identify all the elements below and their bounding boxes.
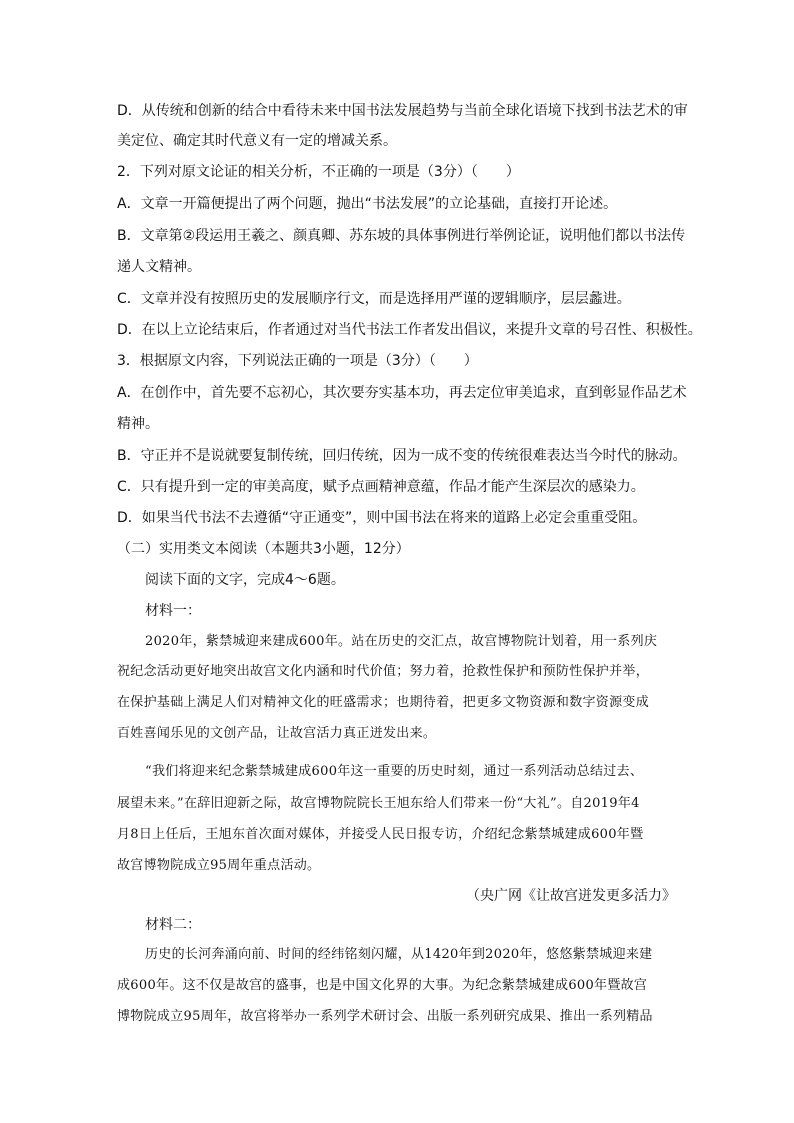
material2-p1-line2: 成600年。这不仅是故宫的盛事，也是中国文化界的大事。为纪念紫禁城建成600年暨故宫: [117, 978, 648, 993]
q3-option-a-line1: A．在创作中，首先要不忘初心，其次要夯实基本功，再去定位审美追求，直到彰显作品艺术: [117, 385, 687, 401]
q2-option-a: A．文章一开篇便提出了两个问题，抛出“书法发展”的立论基础，直接打开论述。: [117, 196, 618, 212]
material1-p2-line4: 故宫博物院成立95周年重点活动。: [117, 858, 321, 873]
material1-p1-line1: 2020年，紫禁城迎来建成600年。站在历史的交汇点，故宫博物院计划着，用一系列庆: [145, 634, 658, 649]
material1-p1-line3: 在保护基础上满足人们对精神文化的旺盛需求；也期待着，把更多文物资源和数字资源变成: [117, 695, 650, 710]
q3-stem: 3．根据原文内容，下列说法正确的一项是（3分）（ ）: [117, 353, 478, 369]
q2-stem: 2．下列对原文论证的相关分析，不正确的一项是（3分）（ ）: [117, 164, 520, 180]
q2-option-b-line2: 递人文精神。: [117, 259, 201, 275]
material1-p1-line2: 祝纪念活动更好地突出故宫文化内涵和时代价值；努力着，抢救性保护和预防性保护并举，: [117, 664, 650, 679]
material1-p2-line1: “我们将迎来纪念紫禁城建成600年这一重要的历史时刻，通过一系列活动总结过去、: [145, 764, 644, 779]
q3-option-c: C．只有提升到一定的审美高度，赋予点画精神意蕴，作品才能产生深层次的感染力。: [117, 479, 645, 495]
material1-p2-line3: 月8日上任后，王旭东首次面对媒体，并接受人民日报专访，介绍纪念紫禁城建成600年暨: [117, 827, 644, 842]
q2-option-c: C．文章并没有按照历史的发展顺序行文，而是选择用严谨的逻辑顺序，层层蠡进。: [117, 291, 631, 307]
material1-p2-line2: 展望未来。”在辞旧迎新之际，故宫博物院院长王旭东给人们带来一份“大礼”。自2019年4: [117, 796, 640, 811]
material2-p1-line3: 博物院成立95周年，故宫将举办一系列学术研讨会、出版一系列研究成果、推出一系列精品: [117, 1009, 653, 1024]
material2-label: 材料二：: [145, 917, 201, 933]
material1-source: （央广网《让故宫迸发更多活力》: [466, 888, 676, 904]
section-instruction: 阅读下面的文字，完成4～6题。: [145, 572, 345, 588]
q3-option-b: B．守正并不是说就要复制传统，回归传统，因为一成不变的传统很难表达当今时代的脉动。: [117, 448, 687, 464]
material2-p1-line1: 历史的长河奔涌向前、时间的经纬铭刻闪耀，从1420年到2020年，悠悠紫禁城迎来建: [145, 947, 653, 962]
material1-p1-line4: 百姓喜闻乐见的文创产品，让故宫活力真正迸发出来。: [117, 726, 437, 741]
q1-option-d-line2: 美定位、确定其时代意义有一定的增减关系。: [117, 133, 397, 149]
material1-label: 材料一：: [145, 603, 201, 619]
q1-option-d-line1: D．从传统和创新的结合中看待未来中国书法发展趋势与当前全球化语境下找到书法艺术的审: [117, 103, 688, 119]
q2-option-d: D．在以上立论结束后，作者通过对当代书法工作者发出倡议，来提升文章的号召性、积极性。: [117, 322, 702, 338]
q3-option-d: D．如果当代书法不去遵循“守正通变”，则中国书法在将来的道路上必定会重重受阻。: [117, 510, 647, 526]
section-heading: （二）实用类文本阅读（本题共3小题，12分）: [117, 541, 410, 557]
q3-option-a-line2: 精神。: [117, 416, 159, 432]
q2-option-b-line1: B．文章第②段运用王羲之、颜真卿、苏东坡的具体事例进行举例论证，说明他们都以书法传: [117, 228, 686, 244]
